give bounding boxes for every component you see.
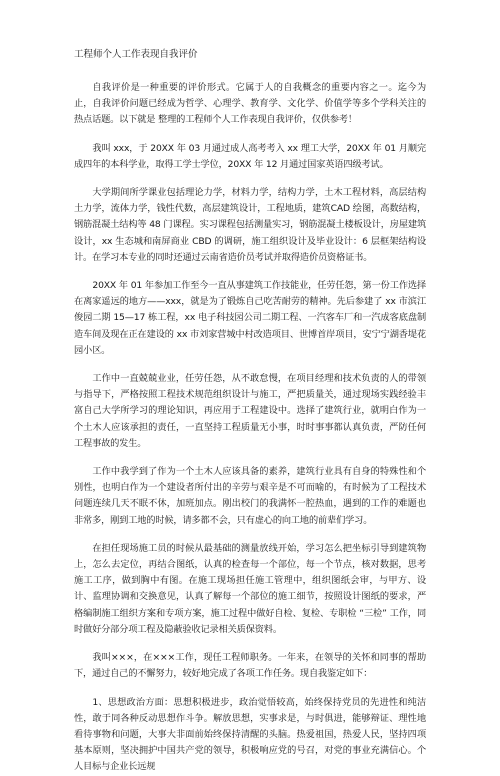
document-title: 工程师个人工作表现自我评价 bbox=[74, 49, 198, 60]
paragraph-courses: 大学期间所学课业包括理论力学，材料力学，结构力学，土木工程材料，高层结构土力学，流体力学，钱性代数，高层建筑设计，工程地质，建筑CAD 绘图，高数结构，钢筋混凝土结构等 48 门课程。实习课程包括测量实习，钢筋混凝土楼板设计，房屋建筑设计，xx 生态城和南屏商业 CBD 的调研，施工组织设计及毕业设计：6 层框架结构设计。在学习本专业的同时还通过云南省造价员考试并取得造价员资格证书。 bbox=[74, 187, 426, 263]
paragraph-political: 1、思想政治方面：思想积极进步，政治觉悟较高，始终保持党员的先进性和纯洁性，敢于同各种反动思想作斗争。解放思想，实事求是，与时俱进，能够辩证、理性地看待事物和问题，大事大非面前始终保持清醒的头脑。热爱祖国，热爱人民，坚持四项基本原则，坚决拥护中国共产党的领导，积极响应党的号召，对党的事业充满信心。个人目标与企业长远规 bbox=[74, 696, 426, 773]
paragraph-self-assessment-intro: 我叫×××，在×××工作，现任工程师职务。一年来，在领导的关怀和同事的帮助下，通过自己的不懈努力，较好地完成了各项工作任务。现自我鉴定如下： bbox=[74, 652, 426, 680]
paragraph-intro: 自我评价是一种重要的评价形式。它属于人的自我概念的重要内容之一。迄今为止，自我评价问题已经成为哲学、心理学、教育学、文化学、价值学等多个学科关注的热点话题。以下就是 整理的工程师个人工作表现自我评价，仅供参考！ bbox=[74, 82, 426, 126]
paragraph-learning: 工作中我学到了作为一个土木人应该具备的素养，建筑行业具有自身的特殊性和个别性，也明白作为一个建设者所付出的辛劳与艰辛是不可而喻的，有时候为了工程技术问题连续几天不眠不休，加班加点。刚出校门的我满怀一腔热血，遇到的工作的难题也非常多，刚到工地的时候，请多都不会，只有虚心的向工地的前辈们学习。 bbox=[74, 466, 426, 526]
paragraph-education: 我叫 xxx，于 20XX 年 03 月通过成人高考考入 xx 理工大学，20XX 年 01 月顺完成四年的本科学业，取得工学士学位，20XX 年 12 月通过国家英语四级考试。 bbox=[74, 142, 426, 170]
paragraph-diligence: 工作中一直兢兢业业，任劳任怨，从不敢怠慢，在项目经理和技术负责的人的带领与指导下，严格按照工程技术规范组织设计与施工，严把质量关，通过现场实践经验丰富自己大学所学习的理论知识，再应用于工程建设中。选择了建筑行业，就明白作为一个土木人应该承担的责任，一直坚持工程质量无小事，时时事事都认真负责，严防任何工程事故的发生。 bbox=[74, 373, 426, 449]
paragraph-site-work: 在担任现场施工员的时候从最基础的测量放线开始，学习怎么把坐标引导到建筑物上，怎么去定位，再结合图纸，认真的检查每一个部位，每一个节点，核对数据，思考施工工序，做到胸中有图。在施工现场担任施工管理中，组织图纸会审，与甲方、设计、监理协调和交换意见，认真了解每一个部位的施工细节，按照设计图纸的要求，严格编制施工组织方案和专项方案，施工过程中做好自检、复检、专职检 “三检” 工作，同时做好分部分项工程及隐蔽验收记录相关质保资料。 bbox=[74, 542, 426, 635]
paragraph-projects: 20XX 年 01 年参加工作至今一直从事建筑工作技能业，任劳任怨，第一份工作选择在离家遥远的地方——xxx，就是为了锻炼自己吃苦耐劳的精神。先后参建了 xx 市滨江俊园二期 15—17 栋工程，xx 电子科技园公司二期工程、一汽客车厂和一汽成客底盘制造车间及现在正在建设的 xx 市刘家营城中村改造项目、世博首岸项目，安宁宁湖香堤花园小区。 bbox=[74, 280, 426, 356]
